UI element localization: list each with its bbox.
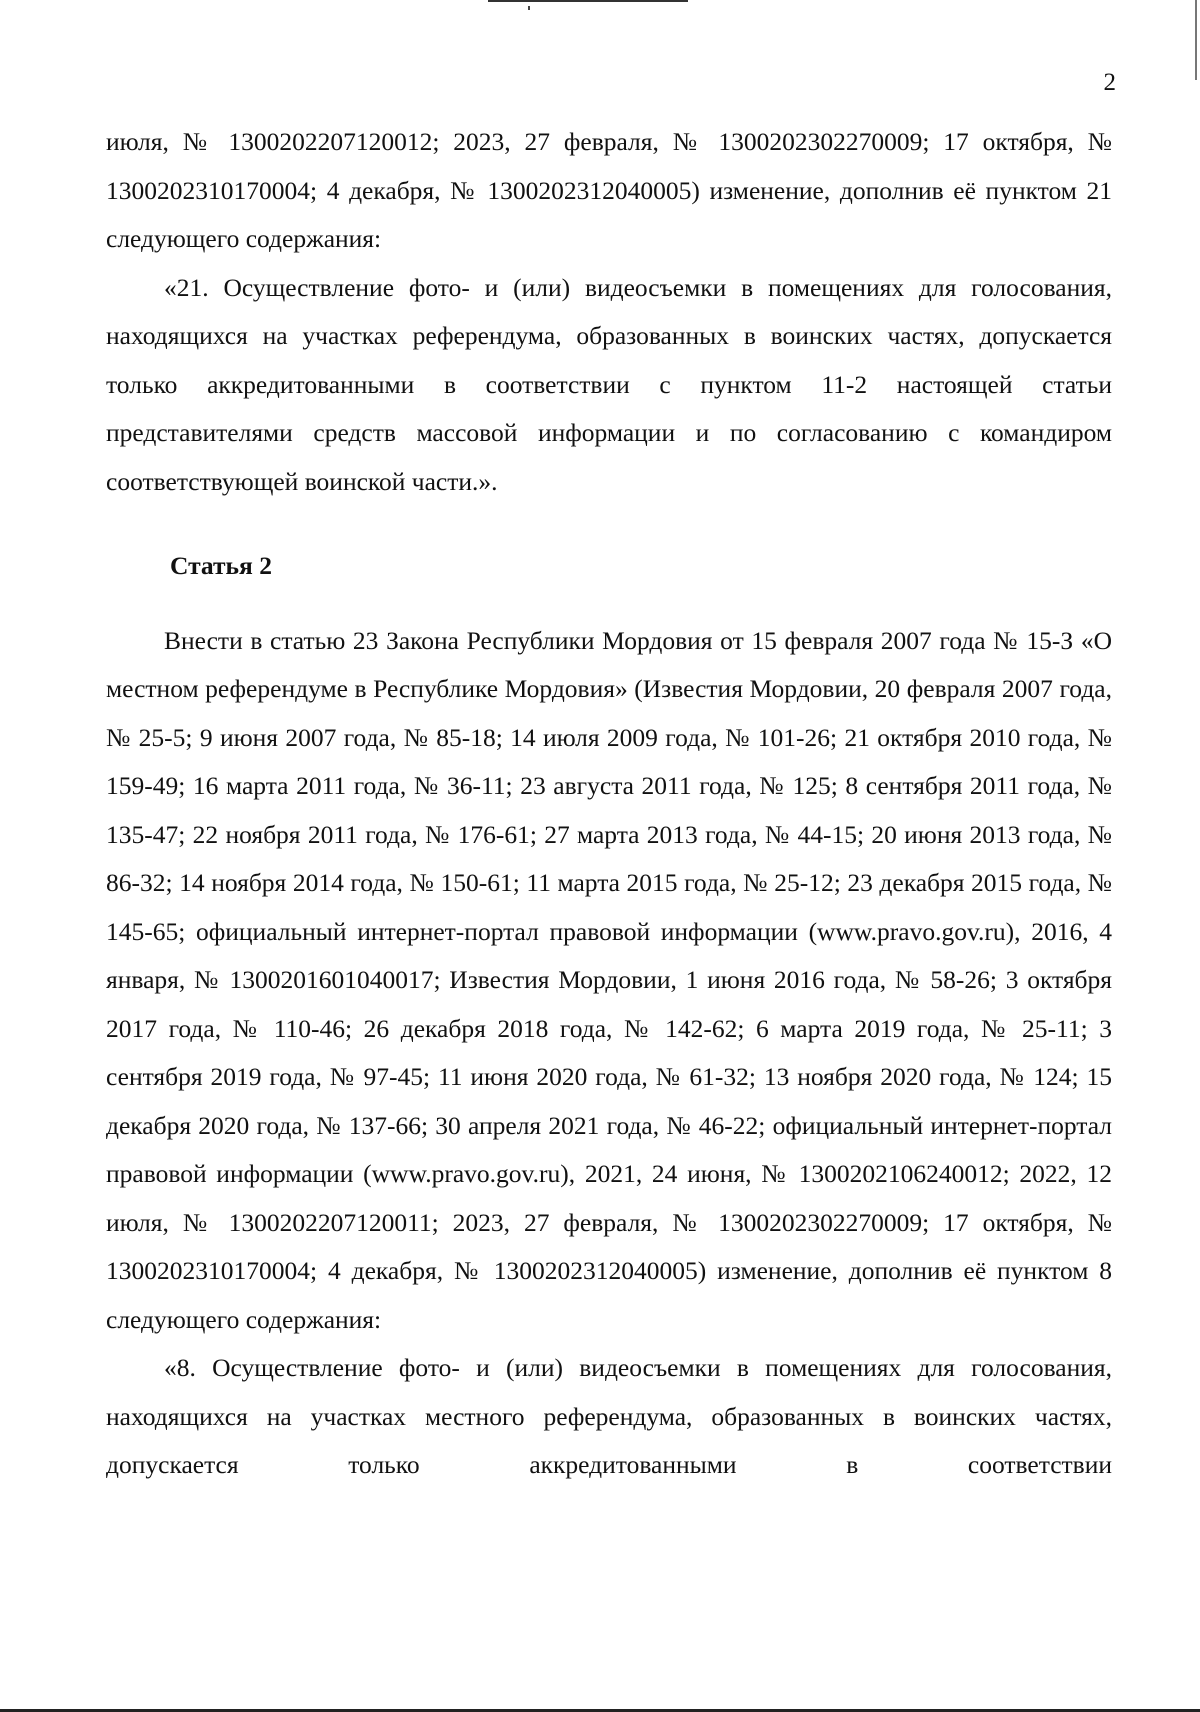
article-heading: Статья 2 — [170, 551, 272, 580]
scan-artifact-right-edge — [1195, 0, 1197, 80]
document-body — [106, 118, 1112, 1490]
paragraph-article-2-body: Внести в статью 23 Закона Республики Мордовия от 15 февраля 2007 года № 15-З «О местном референдуме в Республике Мордовия» (Известия Мордовии, 20 февраля 2007 года, № 25-5; 9 июня 2007 года, № 85-18; 14 июля 2009 года, № 101-26; 21 октября 2010 года, № 159-49; 16 марта 2011 года, № 36-11; 23 августа 2011 года, № 125; 8 сентября 2011 года, № 135-47; 22 ноября 2011 года, № 176-61; 27 марта 2013 года, № 44-15; 20 июня 2013 года, № 86-32; 14 ноября 2014 года, № 150-61; 11 марта 2015 года, № 25-12; 23 декабря 2015 года, № 145-65; официальный интернет-портал правовой информации (www.pravo.gov.ru), 2016, 4 января, № 1300201601040017; Известия Мордовии, 1 июня 2016 года, № 58-26; 3 октября 2017 года, № 110-46; 26 декабря 2018 года, № 142-62; 6 марта 2019 года, № 25-11; 3 сентября 2019 года, № 97-45; 11 июня 2020 года, № 61-32; 13 ноября 2020 года, № 124; 15 декабря 2020 года, № 137-66; 30 апреля 2021 года, № 46-22; официальный интернет-портал правовой информации (www.pravo.gov.ru), 2021, 24 июня, № 1300202106240012; 2022, 12 июля, № 1300202207120011; 2023, 27 февраля, № 1300202302270009; 17 октября, № 1300202310170004; 4 декабря, № 1300202312040005) изменение, дополнив её пунктом 8 следующего содержания: — [106, 625, 1112, 1334]
scan-artifact-top-line — [488, 0, 688, 2]
scan-artifact-top-tick — [528, 6, 530, 10]
paragraph-point-21: «21. Осуществление фото- и (или) видеосъемки в помещениях для голосования, находящихся на участках референдума, образованных в воинских частях, допускается только аккредитованными в соответствии с пунктом 11-2 настоящей статьи представителями средств массовой информации и по согласованию с командиром соответствующей воинской части.». — [106, 272, 1112, 496]
paragraph-continuation: июля, № 1300202207120012; 2023, 27 февраля, № 1300202302270009; 17 октября, № 1300202310170004; 4 декабря, № 1300202312040005) изменение, дополнив её пунктом 21 следующего содержания: — [106, 127, 1112, 253]
page-number: 2 — [1103, 69, 1116, 96]
paragraph-point-8: «8. Осуществление фото- и (или) видеосъемки в помещениях для голосования, находящихся на участках местного референдума, образованных в воинских частях, допускается только аккредитованными в соответствии — [106, 1353, 1112, 1479]
